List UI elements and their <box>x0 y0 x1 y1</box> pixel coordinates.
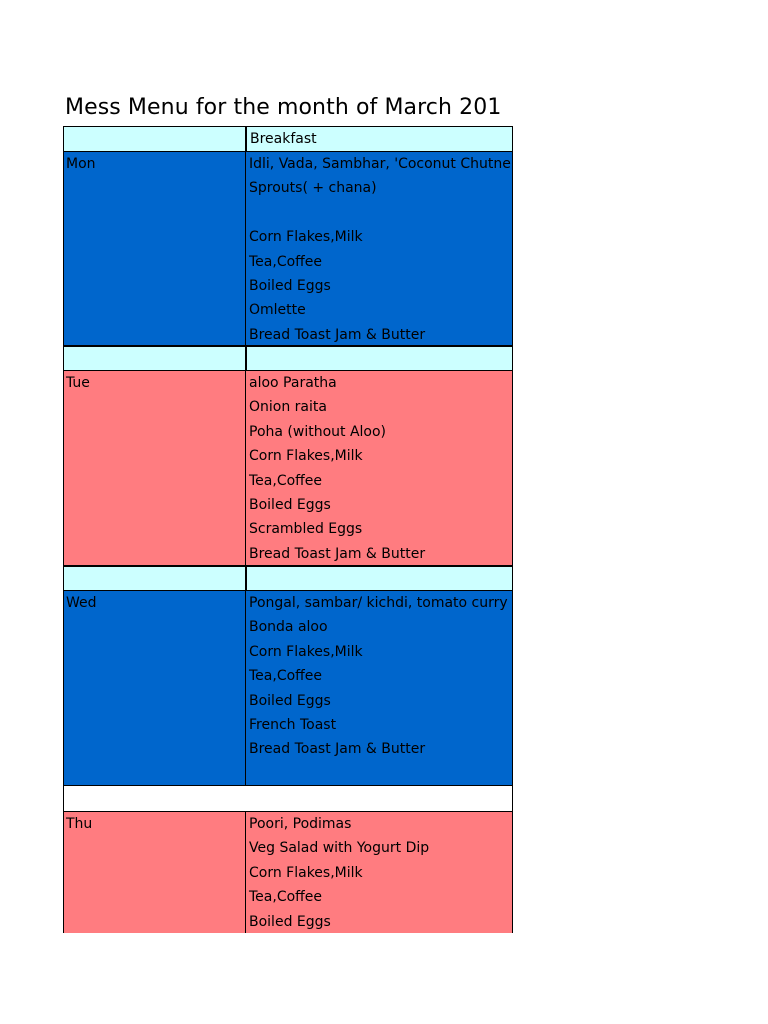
day-row-tue <box>63 371 513 566</box>
separator-cell <box>246 566 513 591</box>
menu-item: Boiled Eggs <box>249 277 331 294</box>
header-col1 <box>64 127 245 151</box>
items-cell <box>246 371 513 565</box>
header-row <box>63 126 513 152</box>
menu-item: Idli, Vada, Sambhar, 'Coconut Chutne <box>249 156 511 172</box>
menu-item: Corn Flakes,Milk <box>249 864 363 881</box>
separator-cell <box>63 566 246 591</box>
blank-cell <box>246 786 513 811</box>
items-cell <box>246 812 513 933</box>
menu-item: Scrambled Eggs <box>249 521 363 538</box>
menu-item: French Toast <box>249 716 337 733</box>
menu-item: Bread Toast Jam & Butter <box>249 741 426 758</box>
day-cell <box>63 152 246 345</box>
menu-item: Boiled Eggs <box>249 692 331 709</box>
menu-item: Boiled Eggs <box>249 496 331 513</box>
menu-item: Tea,Coffee <box>249 472 323 489</box>
day-cell <box>63 812 246 933</box>
day-row-wed <box>63 591 513 786</box>
blank-cell <box>63 786 246 811</box>
menu-table <box>63 126 513 933</box>
menu-item: Sprouts( + chana) <box>249 180 377 197</box>
separator-row <box>63 566 513 591</box>
menu-item: Bread Toast Jam & Butter <box>249 545 426 562</box>
header-day-cell <box>63 126 246 152</box>
page-title: Mess Menu for the month of March 201 <box>65 95 502 120</box>
separator-cell <box>246 346 513 371</box>
day-label: Tue <box>66 375 90 391</box>
menu-item: Boiled Eggs <box>249 913 331 930</box>
blank-row <box>63 786 513 811</box>
menu-item: Pongal, sambar/ kichdi, tomato curry <box>249 595 508 611</box>
day-label: Mon <box>66 156 96 172</box>
day-row-thu <box>63 811 513 933</box>
menu-item: aloo Paratha <box>249 375 337 391</box>
menu-item <box>246 201 512 225</box>
day-row-mon <box>63 152 513 346</box>
items-cell <box>246 152 513 345</box>
menu-item: Tea,Coffee <box>249 253 323 270</box>
menu-item: Bread Toast Jam & Butter <box>249 326 426 343</box>
menu-item: Tea,Coffee <box>249 889 323 906</box>
menu-item: Corn Flakes,Milk <box>249 643 363 660</box>
menu-item <box>246 762 512 785</box>
menu-item: Corn Flakes,Milk <box>249 229 363 246</box>
header-meal-cell <box>246 126 513 152</box>
menu-item: Veg Salad with Yogurt Dip <box>249 840 430 857</box>
items-cell <box>246 591 513 785</box>
day-cell <box>63 371 246 565</box>
menu-item: Omlette <box>249 302 306 319</box>
day-cell <box>63 591 246 785</box>
menu-item: Onion raita <box>249 399 327 416</box>
menu-item: Corn Flakes,Milk <box>249 448 363 465</box>
menu-item: Poori, Podimas <box>249 816 352 832</box>
day-label: Thu <box>66 816 93 832</box>
header-col2: Breakfast <box>250 131 317 147</box>
menu-item: Poha (without Aloo) <box>249 423 387 440</box>
menu-item: Tea,Coffee <box>249 668 323 685</box>
separator-row <box>63 346 513 371</box>
separator-cell <box>63 346 246 371</box>
menu-item: Bonda aloo <box>249 619 328 636</box>
day-label: Wed <box>66 595 97 611</box>
